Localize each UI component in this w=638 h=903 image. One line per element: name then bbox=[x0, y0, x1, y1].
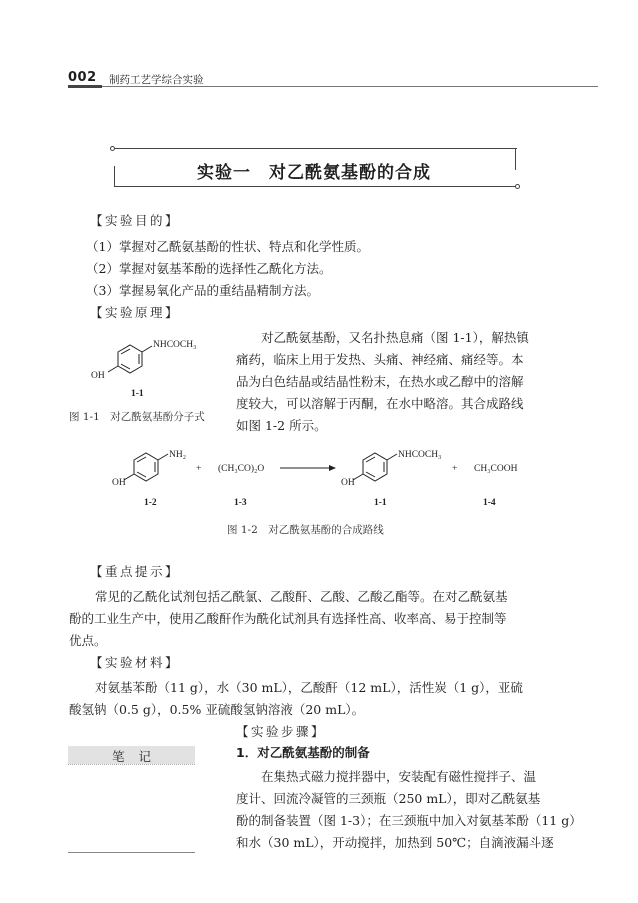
materials-line-2: 酸氢钠（0.5 g），0.5% 亚硫酸氢钠溶液（20 mL）。 bbox=[69, 702, 365, 717]
reagent-formula: (CH₃CO)₂O bbox=[218, 464, 265, 474]
product-substituent-top: NHCOCH₃ bbox=[398, 450, 442, 460]
benzene-ring-fig1 bbox=[108, 345, 152, 373]
reactant-substituent-bottom: OH bbox=[112, 478, 126, 488]
step-1-title: 1．对乙酰氨基酚的制备 bbox=[236, 745, 370, 760]
section-heading-principle: 【实验原理】 bbox=[90, 305, 181, 320]
header-rule bbox=[68, 86, 598, 87]
label-1-2: 1-2 bbox=[144, 498, 157, 508]
purpose-item-1: （1）掌握对乙酰氨基酚的性状、特点和化学性质。 bbox=[86, 239, 369, 254]
title-frame-top bbox=[114, 148, 517, 149]
notes-rule-dotted bbox=[68, 764, 195, 766]
title-frame-bottom bbox=[114, 186, 517, 187]
reactant-substituent-top: NH₂ bbox=[169, 450, 187, 460]
principle-line-1: 对乙酰氨基酚，又名扑热息痛（图 1-1），解热镇 bbox=[261, 330, 529, 345]
principle-line-4: 度较大，可以溶解于丙酮，在水中略溶。其合成路线 bbox=[236, 396, 524, 411]
label-1-1-product: 1-1 bbox=[374, 498, 387, 508]
section-heading-hints: 【重点提示】 bbox=[90, 564, 181, 579]
benzene-ring-product bbox=[353, 453, 397, 481]
procedure-line-2: 度计、回流冷凝管的三颈瓶（250 mL），即对乙酰氨基 bbox=[236, 791, 541, 806]
section-heading-procedure: 【实验步骤】 bbox=[236, 724, 327, 739]
materials-line-1: 对氨基苯酚（11 g），水（30 mL），乙酸酐（12 mL），活性炭（1 g），亚硫 bbox=[95, 680, 523, 695]
notes-label: 笔记 bbox=[111, 749, 165, 764]
running-header-title: 制药工艺学综合实验 bbox=[109, 74, 204, 86]
reaction-arrow bbox=[280, 465, 336, 471]
principle-line-3: 品为白色结晶或结晶性粉末，在热水或乙醇中的溶解 bbox=[236, 374, 524, 389]
procedure-line-4: 和水（30 mL），开动搅拌，加热到 50℃；自滴液漏斗逐 bbox=[236, 835, 554, 850]
title-frame-dot-left bbox=[110, 146, 115, 151]
principle-line-5: 如图 1-2 所示。 bbox=[236, 418, 327, 433]
label-1-4: 1-4 bbox=[483, 498, 496, 508]
hints-line-2: 酚的工业生产中，使用乙酸酐作为酰化试剂具有选择性高、收率高、易于控制等 bbox=[69, 611, 507, 626]
hints-line-1: 常见的乙酰化试剂包括乙酰氯、乙酸酐、乙酸、乙酸乙酯等。在对乙酰氨基 bbox=[95, 589, 508, 604]
benzene-ring-reactant bbox=[124, 453, 168, 481]
notes-rule-bottom bbox=[68, 852, 195, 853]
fig1-substituent-top: NHCOCH₃ bbox=[153, 340, 197, 350]
header-accent-bar bbox=[68, 85, 102, 88]
plus-sign-2: + bbox=[452, 464, 458, 474]
figure-1-2-caption: 图 1-2 对乙酰氨基酚的合成路线 bbox=[227, 524, 384, 536]
principle-line-2: 痛药，临床上用于发热、头痛、神经痛、痛经等。本 bbox=[236, 352, 524, 367]
label-1-3: 1-3 bbox=[234, 498, 247, 508]
procedure-line-1: 在集热式磁力搅拌器中，安装配有磁性搅拌子、温 bbox=[261, 769, 537, 784]
title-frame-dot-right bbox=[515, 184, 520, 189]
procedure-line-3: 酚的制备装置（图 1-3）；在三颈瓶中加入对氨基苯酚（11 g） bbox=[236, 813, 582, 828]
page-number: 002 bbox=[68, 70, 97, 85]
section-heading-materials: 【实验材料】 bbox=[90, 655, 181, 670]
purpose-item-2: （2）掌握对氨基苯酚的选择性乙酰化方法。 bbox=[86, 261, 332, 276]
plus-sign-1: + bbox=[196, 464, 202, 474]
figure-1-1-caption: 图 1-1 对乙酰氨基酚分子式 bbox=[69, 411, 205, 423]
fig1-compound-label: 1-1 bbox=[131, 389, 144, 399]
product-substituent-bottom: OH bbox=[341, 478, 355, 488]
hints-line-3: 优点。 bbox=[69, 633, 107, 648]
section-heading-purpose: 【实验目的】 bbox=[90, 213, 181, 228]
purpose-item-3: （3）掌握易氧化产品的重结晶精制方法。 bbox=[86, 283, 319, 298]
fig1-substituent-bottom: OH bbox=[91, 371, 105, 381]
experiment-title: 实验一 对乙酰氨基酚的合成 bbox=[197, 163, 431, 183]
byproduct-formula: CH₃COOH bbox=[474, 464, 518, 474]
